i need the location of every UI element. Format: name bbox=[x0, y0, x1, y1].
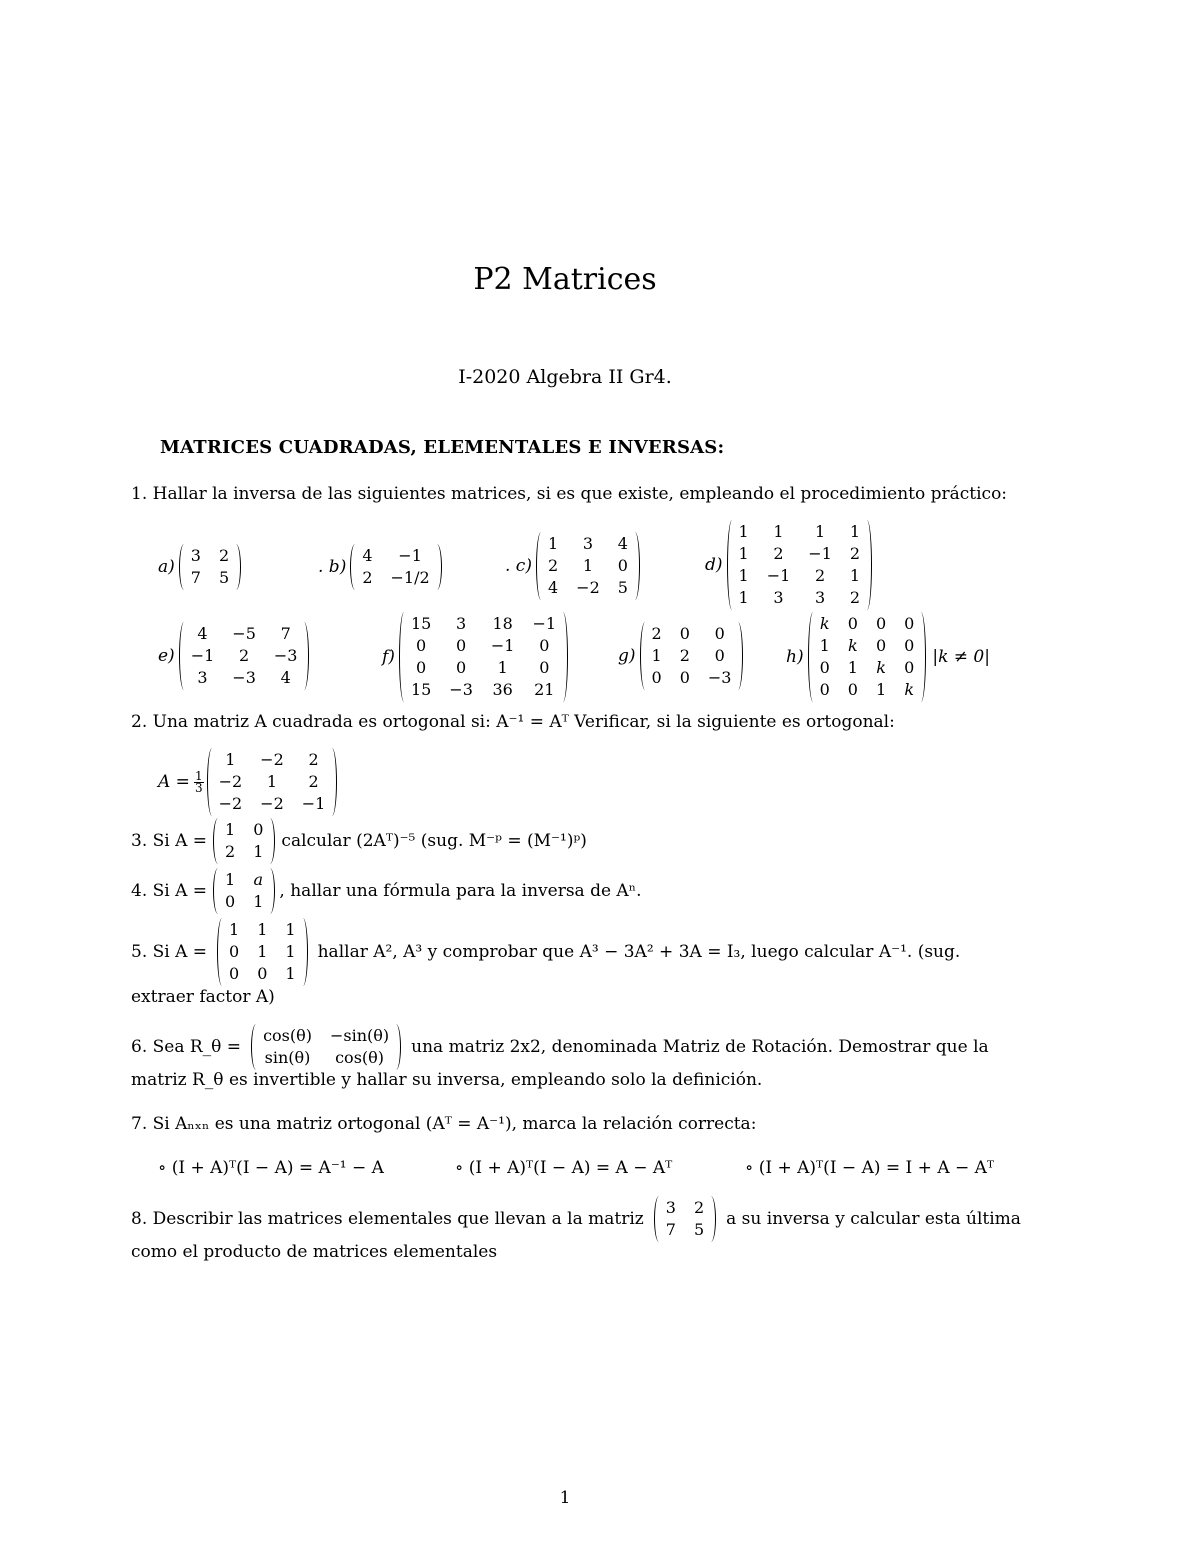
problem-6 bbox=[131, 1024, 989, 1070]
matrix-cell: 1 bbox=[225, 870, 236, 889]
matrix-cell: 7 bbox=[280, 624, 291, 643]
matrix-cell: 1 bbox=[651, 646, 662, 665]
left-paren bbox=[251, 1024, 261, 1070]
p7-option-2[interactable]: ∘ (I + A)ᵀ(I − A) = A − Aᵀ bbox=[455, 1158, 673, 1178]
matrix-cell: 2 bbox=[651, 624, 662, 643]
matrix-cell: −3 bbox=[449, 680, 473, 699]
matrix-cell: 1 bbox=[285, 942, 296, 961]
matrix-cell: 0 bbox=[904, 658, 915, 677]
matrix-cell: 1 bbox=[582, 556, 594, 575]
matrix-b-group bbox=[318, 544, 442, 590]
p2-frac-den: 3 bbox=[194, 780, 203, 795]
matrix-cell: 2 bbox=[547, 556, 559, 575]
problem-3 bbox=[131, 818, 587, 864]
matrix-cell: 2 bbox=[773, 544, 784, 563]
matrix-cell: 7 bbox=[190, 568, 201, 587]
matrix-cell: −3 bbox=[273, 646, 298, 665]
matrix-p3 bbox=[213, 818, 275, 864]
matrix-cell: 36 bbox=[492, 680, 513, 699]
matrix-cell: −1 bbox=[398, 546, 422, 565]
matrix-cell: 1 bbox=[815, 522, 826, 541]
matrix-c bbox=[536, 532, 640, 600]
matrix-cell: 0 bbox=[416, 658, 427, 677]
matrix-cell: 2 bbox=[693, 1198, 705, 1217]
matrix-cell: 4 bbox=[547, 578, 559, 597]
matrix-cell: 0 bbox=[416, 636, 427, 655]
matrix-cell: 0 bbox=[679, 624, 690, 643]
right-paren bbox=[327, 748, 337, 816]
left-paren bbox=[536, 532, 546, 600]
section-heading: MATRICES CUADRADAS, ELEMENTALES E INVERSAS: bbox=[160, 437, 725, 458]
left-paren bbox=[213, 818, 223, 864]
matrix-cell: 3 bbox=[815, 588, 826, 607]
left-paren bbox=[179, 544, 189, 590]
matrix-cell: 0 bbox=[819, 658, 830, 677]
matrix-cell: 0 bbox=[257, 964, 268, 983]
p8-suffix: a su inversa y calcular esta última bbox=[726, 1209, 1021, 1229]
label-a: a) bbox=[158, 557, 175, 577]
p2-lhs: A = bbox=[158, 772, 190, 792]
matrix-cell: 0 bbox=[456, 658, 467, 677]
p4-prefix: 4. Si A = bbox=[131, 881, 208, 901]
problem-7-text: 7. Si Aₙₓₙ es una matriz ortogonal (Aᵀ = A⁻¹), marca la relación correcta: bbox=[131, 1114, 757, 1134]
page-subtitle: I-2020 Algebra II Gr4. bbox=[458, 366, 672, 388]
matrix-cell: −5 bbox=[232, 624, 256, 643]
problem-1-text: 1. Hallar la inversa de las siguientes matrices, si es que existe, empleando el procedimiento práctico: bbox=[131, 484, 1008, 504]
matrix-cell: 2 bbox=[218, 546, 230, 565]
matrix-cell: 1 bbox=[738, 522, 749, 541]
label-c: . c) bbox=[505, 556, 532, 576]
right-paren bbox=[916, 612, 926, 702]
left-paren bbox=[179, 622, 189, 690]
matrix-cell: 0 bbox=[847, 680, 858, 699]
matrix-cell: −2 bbox=[260, 750, 284, 769]
matrix-cell: 1 bbox=[225, 750, 236, 769]
p2-fraction bbox=[194, 768, 204, 795]
matrix-cell: 3 bbox=[456, 614, 467, 633]
matrix-c-group bbox=[505, 532, 640, 600]
problem-4 bbox=[131, 868, 641, 914]
matrix-cell: −2 bbox=[218, 794, 243, 813]
matrix-cell: 4 bbox=[362, 546, 373, 565]
p8-prefix: 8. Describir las matrices elementales que llevan a la matriz bbox=[131, 1209, 644, 1229]
matrix-d bbox=[727, 520, 873, 610]
matrix-cell: k bbox=[848, 636, 858, 655]
matrix-cell: 2 bbox=[308, 750, 319, 769]
matrix-p5 bbox=[217, 918, 308, 986]
matrix-cell: 2 bbox=[849, 544, 861, 563]
page-title: P2 Matrices bbox=[473, 262, 657, 297]
matrix-cell: 5 bbox=[617, 578, 628, 597]
matrix-cell: 0 bbox=[847, 614, 858, 633]
matrix-cell: 0 bbox=[904, 636, 915, 655]
right-paren bbox=[558, 612, 568, 702]
matrix-cell: 1 bbox=[773, 522, 784, 541]
matrix-a-group bbox=[158, 544, 241, 590]
matrix-cell: 0 bbox=[253, 820, 264, 839]
matrix-cell: 0 bbox=[714, 646, 725, 665]
matrix-h-group bbox=[786, 612, 990, 702]
matrix-cell: 1 bbox=[738, 588, 749, 607]
p3-prefix: 3. Si A = bbox=[131, 831, 208, 851]
matrix-cell: 1 bbox=[266, 772, 278, 791]
label-g: g) bbox=[618, 646, 636, 666]
matrix-cell: 1 bbox=[225, 820, 236, 839]
right-paren bbox=[432, 544, 442, 590]
matrix-cell: 1 bbox=[253, 892, 264, 911]
matrix-cell: 1 bbox=[257, 920, 268, 939]
matrix-cell: −3 bbox=[232, 668, 256, 687]
right-paren bbox=[299, 622, 309, 690]
matrix-cell: 2 bbox=[225, 842, 236, 861]
matrix-cell: 2 bbox=[849, 588, 861, 607]
matrix-cell: 0 bbox=[904, 614, 915, 633]
matrix-e-group bbox=[158, 622, 309, 690]
matrix-cell: 1 bbox=[257, 942, 268, 961]
matrix-cell: 0 bbox=[875, 614, 887, 633]
left-paren bbox=[350, 544, 360, 590]
matrix-cell: 3 bbox=[197, 668, 208, 687]
matrix-e bbox=[179, 622, 310, 690]
problem-2-text: 2. Una matriz A cuadrada es ortogonal si: A⁻¹ = Aᵀ Verificar, si la siguiente es ortogonal: bbox=[131, 712, 895, 732]
matrix-cell: 15 bbox=[410, 614, 432, 633]
p8-line2: como el producto de matrices elementales bbox=[131, 1242, 498, 1262]
matrix-cell: 4 bbox=[280, 668, 291, 687]
right-paren bbox=[265, 818, 275, 864]
left-paren bbox=[217, 918, 227, 986]
matrix-cell: 1 bbox=[547, 534, 559, 553]
matrix-f bbox=[399, 612, 568, 702]
matrix-cell: 1 bbox=[819, 636, 830, 655]
right-paren bbox=[630, 532, 640, 600]
matrix-cell: 2 bbox=[679, 646, 690, 665]
p5-line2: extraer factor A) bbox=[131, 987, 275, 1007]
matrix-cell: −1 bbox=[766, 566, 791, 585]
left-paren bbox=[399, 612, 409, 702]
matrix-cell: 7 bbox=[665, 1220, 676, 1239]
label-d: d) bbox=[705, 555, 723, 575]
matrix-cell: 0 bbox=[225, 892, 236, 911]
label-b: . b) bbox=[318, 557, 347, 577]
matrix-cell: −1 bbox=[490, 636, 515, 655]
matrix-cell: 0 bbox=[539, 636, 550, 655]
matrix-cell: 18 bbox=[492, 614, 513, 633]
p7-option-1[interactable]: ∘ (I + A)ᵀ(I − A) = A⁻¹ − A bbox=[158, 1158, 384, 1178]
matrix-cell: 1 bbox=[849, 566, 861, 585]
matrix-cell: 3 bbox=[773, 588, 784, 607]
matrix-p8 bbox=[654, 1196, 716, 1242]
matrix-cell: 1 bbox=[849, 522, 861, 541]
matrix-cell: 0 bbox=[456, 636, 467, 655]
matrix-cell: −1 bbox=[190, 646, 215, 665]
left-paren bbox=[213, 868, 223, 914]
matrix-cell: 4 bbox=[617, 534, 628, 553]
p5-suffix: hallar A², A³ y comprobar que A³ − 3A² + 3A = I₃, luego calcular A⁻¹. (sug. bbox=[317, 942, 961, 962]
matrix-g-group bbox=[618, 622, 743, 690]
matrix-cell: −2 bbox=[576, 578, 600, 597]
page-number: 1 bbox=[559, 1488, 571, 1508]
matrix-b bbox=[350, 544, 441, 590]
matrix-cell: 2 bbox=[239, 646, 250, 665]
matrix-cell: −1 bbox=[301, 794, 326, 813]
matrix-cell: 1 bbox=[285, 920, 296, 939]
matrix-h bbox=[808, 612, 927, 702]
matrix-cell: 0 bbox=[229, 964, 240, 983]
matrix-cell: k bbox=[876, 658, 886, 677]
matrix-cell: 0 bbox=[819, 680, 830, 699]
right-paren bbox=[733, 622, 743, 690]
problem-5 bbox=[131, 918, 960, 986]
matrix-cell: 5 bbox=[693, 1220, 705, 1239]
matrix-cell: −2 bbox=[260, 794, 284, 813]
left-paren bbox=[727, 520, 737, 610]
problem-8 bbox=[131, 1196, 1021, 1242]
matrix-cell: 0 bbox=[714, 624, 725, 643]
p4-suffix: , hallar una fórmula para la inversa de Aⁿ. bbox=[279, 881, 642, 901]
matrix-cell: 2 bbox=[362, 568, 373, 587]
left-paren bbox=[207, 748, 217, 816]
p6-suffix: una matriz 2x2, denominada Matriz de Rotación. Demostrar que la bbox=[411, 1037, 989, 1057]
matrix-p2 bbox=[207, 748, 338, 816]
matrix-cell: 1 bbox=[229, 920, 240, 939]
matrix-cell: cos(θ) bbox=[335, 1048, 385, 1067]
matrix-cell: a bbox=[253, 870, 264, 889]
matrix-cell: 1 bbox=[253, 842, 264, 861]
matrix-cell: 1 bbox=[738, 566, 749, 585]
right-paren bbox=[391, 1024, 401, 1070]
matrix-cell: 21 bbox=[534, 680, 555, 699]
matrix-cell: 0 bbox=[539, 658, 550, 677]
matrix-cell: k bbox=[819, 614, 830, 633]
matrix-cell: 0 bbox=[651, 668, 662, 687]
matrix-cell: −2 bbox=[218, 772, 243, 791]
p6-line2: matriz R_θ es invertible y hallar su inversa, empleando solo la definición. bbox=[131, 1070, 763, 1090]
matrix-cell: 1 bbox=[875, 680, 887, 699]
matrix-cell: 1 bbox=[497, 658, 508, 677]
matrix-cell: 2 bbox=[815, 566, 826, 585]
problem-2-matrix-group bbox=[158, 748, 337, 816]
matrix-cell: 0 bbox=[875, 636, 887, 655]
p6-prefix: 6. Sea R_θ = bbox=[131, 1037, 242, 1057]
p7-option-3[interactable]: ∘ (I + A)ᵀ(I − A) = I + A − Aᵀ bbox=[745, 1158, 995, 1178]
matrix-cell: sin(θ) bbox=[264, 1048, 311, 1067]
p2-frac-num: 1 bbox=[194, 768, 203, 783]
right-paren bbox=[862, 520, 872, 610]
matrix-cell: −sin(θ) bbox=[329, 1026, 390, 1045]
matrix-cell: 3 bbox=[582, 534, 594, 553]
matrix-cell: 15 bbox=[410, 680, 432, 699]
label-e: e) bbox=[158, 646, 175, 666]
matrix-cell: 1 bbox=[285, 964, 296, 983]
right-paren bbox=[231, 544, 241, 590]
left-paren bbox=[654, 1196, 664, 1242]
matrix-cell: cos(θ) bbox=[263, 1026, 312, 1045]
matrix-cell: 5 bbox=[218, 568, 230, 587]
matrix-cell: −1 bbox=[808, 544, 832, 563]
matrix-p6 bbox=[251, 1024, 401, 1070]
matrix-p4 bbox=[213, 868, 275, 914]
matrix-cell: 3 bbox=[190, 546, 201, 565]
label-h: h) bbox=[786, 647, 804, 667]
left-paren bbox=[640, 622, 650, 690]
matrix-cell: k bbox=[904, 680, 915, 699]
matrix-cell: −1/2 bbox=[390, 568, 430, 587]
matrix-cell: 4 bbox=[197, 624, 208, 643]
h-condition: |k ≠ 0| bbox=[932, 647, 990, 667]
matrix-cell: −1 bbox=[532, 614, 557, 633]
matrix-cell: 2 bbox=[308, 772, 319, 791]
matrix-d-group bbox=[705, 520, 872, 610]
matrix-cell: 1 bbox=[738, 544, 749, 563]
matrix-a bbox=[179, 544, 241, 590]
matrix-cell: 3 bbox=[665, 1198, 676, 1217]
matrix-cell: −3 bbox=[707, 668, 732, 687]
right-paren bbox=[265, 868, 275, 914]
matrix-cell: 0 bbox=[229, 942, 240, 961]
p5-prefix: 5. Si A = bbox=[131, 942, 208, 962]
matrix-f-group bbox=[382, 612, 568, 702]
right-paren bbox=[298, 918, 308, 986]
matrix-cell: 1 bbox=[847, 658, 858, 677]
matrix-g bbox=[640, 622, 744, 690]
right-paren bbox=[706, 1196, 716, 1242]
matrix-cell: 0 bbox=[617, 556, 628, 575]
label-f: f) bbox=[382, 647, 395, 667]
matrix-cell: 0 bbox=[679, 668, 690, 687]
left-paren bbox=[808, 612, 818, 702]
p3-suffix: calcular (2Aᵀ)⁻⁵ (sug. M⁻ᵖ = (M⁻¹)ᵖ) bbox=[281, 831, 587, 851]
